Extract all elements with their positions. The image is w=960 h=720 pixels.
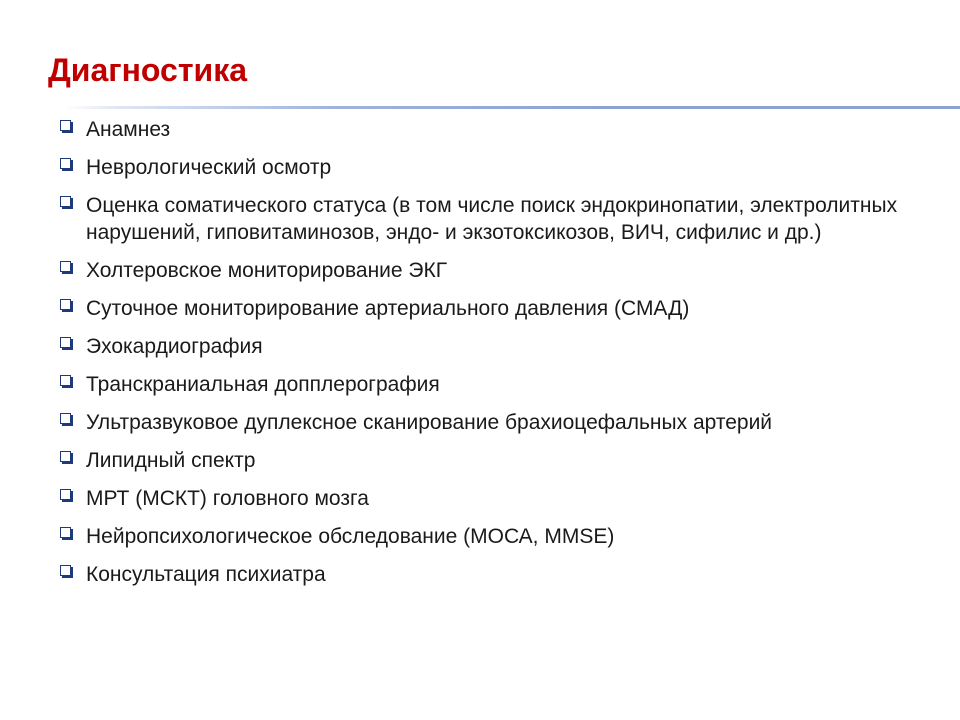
square-checkbox-icon (60, 337, 71, 348)
list-item-text: Консультация психиатра (86, 563, 326, 586)
list-item-text: Липидный спектр (86, 449, 256, 472)
square-checkbox-icon (60, 413, 71, 424)
square-checkbox-icon (60, 489, 71, 500)
list-item (58, 257, 918, 284)
list-item (58, 295, 918, 322)
list-item-text: Эхокардиография (86, 335, 263, 358)
list-item (58, 116, 918, 143)
list-item (58, 154, 918, 181)
list-item (58, 192, 918, 246)
square-checkbox-icon (60, 261, 71, 272)
slide-title: Диагностика (48, 52, 247, 88)
list-item (58, 523, 918, 550)
list-item-text: Транскраниальная допплерография (86, 373, 440, 396)
square-checkbox-icon (60, 120, 71, 131)
square-checkbox-icon (60, 565, 71, 576)
list-item-text: Неврологический осмотр (86, 156, 332, 179)
square-checkbox-icon (60, 375, 71, 386)
list-item (58, 371, 918, 398)
title-underline (64, 106, 960, 109)
square-checkbox-icon (60, 299, 71, 310)
square-checkbox-icon (60, 451, 71, 462)
list-item-text: Ультразвуковое дуплексное сканирование брахиоцефальных артерий (86, 411, 773, 434)
list-item-text: Оценка соматического статуса (в том числе поиск эндокринопатии, электролитных нарушений, гиповитаминозов, эндо- и экзотоксикозов, ВИЧ, сифилис и др.) (86, 194, 898, 244)
square-checkbox-icon (60, 158, 71, 169)
bullet-list (58, 116, 918, 599)
list-item-text: Суточное мониторирование артериального давления (СМАД) (86, 297, 690, 320)
list-item (58, 333, 918, 360)
list-item (58, 561, 918, 588)
list-item-text: Нейропсихологическое обследование (МОСА, MMSE) (86, 525, 615, 548)
list-item (58, 485, 918, 512)
square-checkbox-icon (60, 196, 71, 207)
list-item (58, 409, 918, 436)
list-item-text: Холтеровское мониторирование ЭКГ (86, 259, 448, 282)
list-item (58, 447, 918, 474)
list-item-text: МРТ (МСКТ) головного мозга (86, 487, 369, 510)
list-item-text: Анамнез (86, 118, 171, 141)
square-checkbox-icon (60, 527, 71, 538)
